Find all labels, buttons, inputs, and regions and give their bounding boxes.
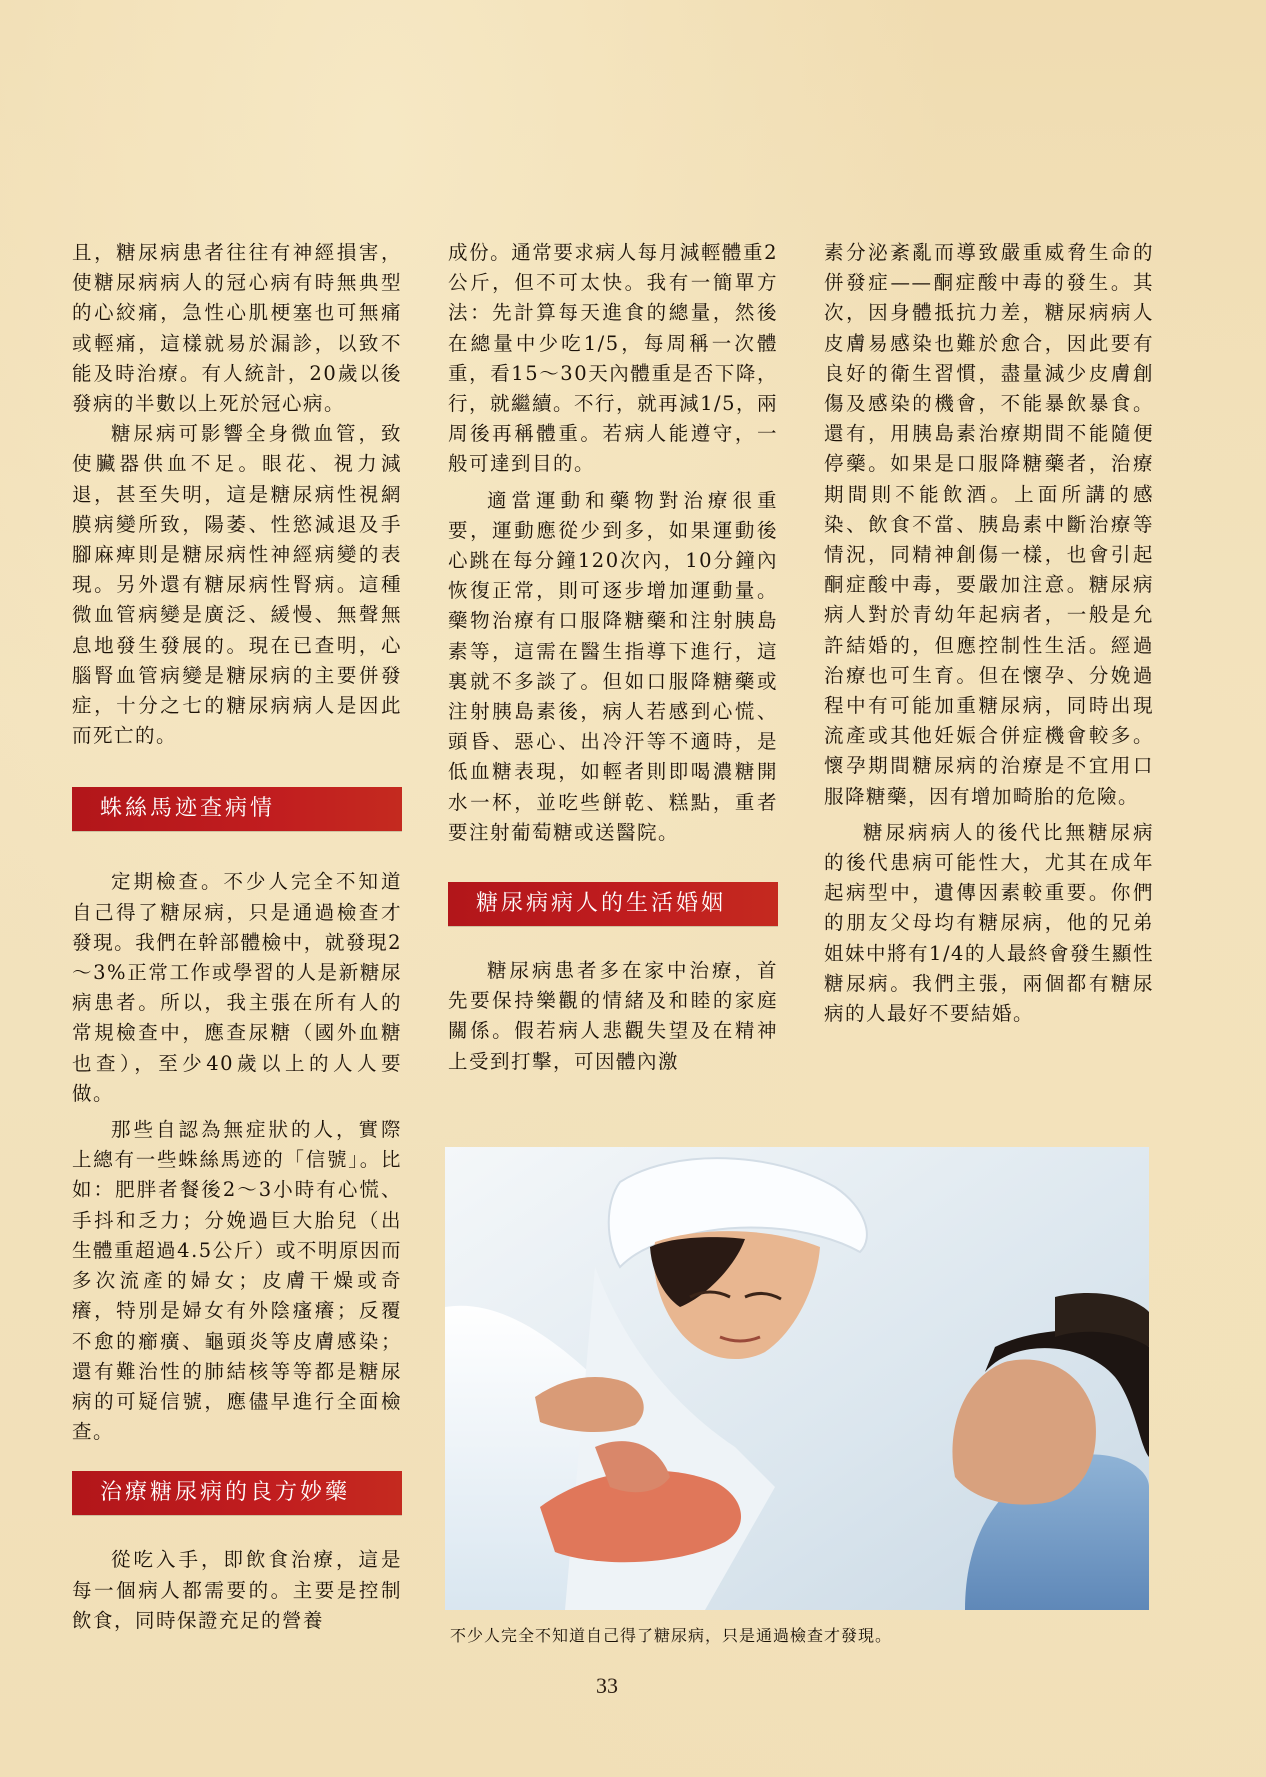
paragraph: 那些自認為無症狀的人，實際上總有一些蛛絲馬迹的「信號」。比如：肥胖者餐後2～3小時有心慌、手抖和乏力；分娩過巨大胎兒（出生體重超過4.5公斤）或不明原因而多次流產的婦女；皮膚干燥或奇癢，特別是婦女有外陰瘙癢；反覆不愈的癤癀、龜頭炎等皮膚感染；還有難治性的肺結核等等都是糖尿病的可疑信號，應儘早進行全面檢查。 bbox=[72, 1118, 402, 1444]
text-column-2 bbox=[448, 238, 778, 1077]
text-column-1 bbox=[72, 238, 402, 1636]
section-heading-clues bbox=[72, 787, 402, 831]
section-heading-label: 治療糖尿病的良方妙藥 bbox=[100, 1480, 351, 1506]
paragraph: 糖尿病患者多在家中治療，首先要保持樂觀的情緒及和睦的家庭關係。假若病人悲觀失望及在精神上受到打擊，可因體內激 bbox=[448, 959, 778, 1073]
paragraph: 且，糖尿病患者往往有神經損害，使糖尿病病人的冠心病有時無典型的心絞痛，急性心肌梗塞也可無痛或輕痛，這樣就易於漏診，以致不能及時治療。有人統計，20歲以後發病的半數以上死於冠心病。 bbox=[72, 241, 402, 416]
section-heading-label: 蛛絲馬迹查病情 bbox=[100, 796, 276, 822]
paragraph: 糖尿病可影響全身微血管，致使臟器供血不足。眼花、視力減退，甚至失明，這是糖尿病性視網膜病變所致，陽萎、性慾減退及手腳麻痺則是糖尿病性神經病變的表現。另外還有糖尿病性腎病。這種微血管病變是廣泛、緩慢、無聲無息地發生發展的。現在已查明，心腦腎血管病變是糖尿病的主要併發症，十分之七的糖尿病病人是因此而死亡的。 bbox=[72, 422, 402, 748]
text-column-3 bbox=[824, 238, 1154, 1029]
paragraph: 適當運動和藥物對治療很重要，運動應從少到多，如果運動後心跳在每分鐘120次內，10分鐘內恢復正常，則可逐步增加運動量。藥物治療有口服降糖藥和注射胰島素等，這需在醫生指導下進行，這裏就不多談了。但如口服降糖藥或注射胰島素後，病人若感到心慌、頭昏、惡心、出冷汗等不適時，是低血糖表現，如輕者則即喝濃糖開水一杯，並吃些餅乾、糕點，重者要注射葡萄糖或送醫院。 bbox=[448, 488, 778, 844]
section-heading-life-marriage bbox=[448, 882, 778, 926]
page-number: 33 bbox=[596, 1673, 618, 1698]
paragraph: 糖尿病病人的後代比無糖尿病的後代患病可能性大，尤其在成年起病型中，遺傳因素較重要。你們的朋友父母均有糖尿病，他的兄弟姐妹中將有1/4的人最終會發生顯性糖尿病。我們主張，兩個都有糖尿病的人最好不要結婚。 bbox=[824, 820, 1154, 1026]
section-heading-treatment bbox=[72, 1471, 402, 1515]
photo-caption: 不少人完全不知道自己得了糖尿病，只是通過檢查才發現。 bbox=[450, 1626, 893, 1645]
section-heading-label: 糖尿病病人的生活婚姻 bbox=[476, 891, 727, 917]
nurse-blood-test-photo bbox=[445, 1147, 1149, 1610]
paragraph: 素分泌紊亂而導致嚴重威脅生命的併發症——酮症酸中毒的發生。其次，因身體抵抗力差，糖尿病病人皮膚易感染也難於愈合，因此要有良好的衛生習慣，盡量減少皮膚創傷及感染的機會，不能暴飲暴食。還有，用胰島素治療期間不能隨便停藥。如果是口服降糖藥者，治療期間則不能飲酒。上面所講的感染、飲食不當、胰島素中斷治療等情況，同精神創傷一樣，也會引起酮症酸中毒，要嚴加注意。糖尿病病人對於青幼年起病者，一般是允許結婚的，但應控制性生活。經過治療也可生育。但在懷孕、分娩過程中有可能加重糖尿病，同時出現流產或其他妊娠合併症機會較多。懷孕期間糖尿病的治療是不宜用口服降糖藥，因有增加畸胎的危險。 bbox=[824, 241, 1154, 808]
paragraph: 成份。通常要求病人每月減輕體重2公斤，但不可太快。我有一簡單方法：先計算每天進食的總量，然後在總量中少吃1/5，每周稱一次體重，看15～30天內體重是否下降，行，就繼續。不行，就再減1/5，兩周後再稱體重。若病人能遵守，一般可達到目的。 bbox=[448, 241, 778, 476]
paragraph: 從吃入手，即飲食治療，這是每一個病人都需要的。主要是控制飲食，同時保證充足的營養 bbox=[72, 1548, 402, 1632]
paragraph: 定期檢查。不少人完全不知道自己得了糖尿病，只是通過檢查才發現。我們在幹部體檢中，就發現2～3%正常工作或學習的人是新糖尿病患者。所以，我主張在所有人的常規檢查中，應查尿糖（國外血糖也查），至少40歲以上的人人要做。 bbox=[72, 870, 402, 1105]
